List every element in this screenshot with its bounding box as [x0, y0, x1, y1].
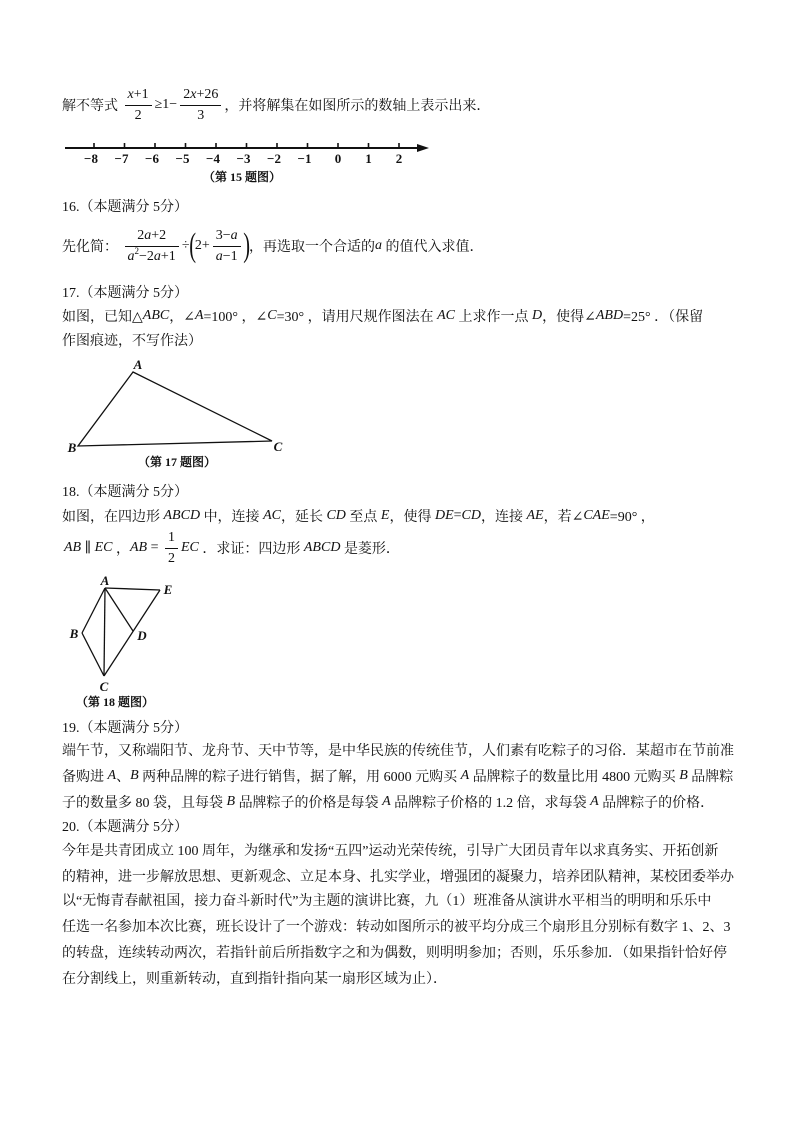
- fraction-numerator: [213, 227, 241, 247]
- math-variable: AB: [129, 540, 148, 555]
- vertex-label-a: A: [100, 573, 110, 588]
- text-run: ，延长: [280, 510, 327, 525]
- math-variable: B: [130, 768, 139, 783]
- text-run: 在分割线上，则重新转动，直到指针指向某一扇形区域为止）．: [62, 972, 447, 987]
- q19-text-line: [62, 792, 714, 812]
- fraction-numerator: [165, 529, 178, 549]
- math-variable: a: [144, 227, 152, 243]
- vertex-label-e: E: [163, 582, 173, 597]
- math-variable: AB: [64, 540, 82, 555]
- text-run: 至点: [345, 510, 381, 525]
- q17-text-line: [62, 306, 703, 326]
- text-run: 1: [167, 529, 175, 545]
- segment-ae: [105, 588, 160, 590]
- q20-text-line: [62, 866, 734, 886]
- fraction-numerator: [180, 86, 221, 106]
- tick-label: −6: [145, 151, 159, 166]
- question-header-20: 20.（本题满分 5分）: [62, 820, 188, 835]
- fraction: [165, 529, 178, 568]
- text-run: ，若∠: [543, 510, 584, 525]
- text-run: 解不等式: [62, 99, 122, 114]
- math-variable: A: [107, 768, 117, 783]
- math-variable: AC: [263, 508, 281, 523]
- text-run: 的转盘，连续转动两次，若指针前后所指数字之和为偶数，则明明参加；否则，乐乐参加．（如果指针恰好停: [62, 946, 727, 961]
- math-variable: DE: [434, 508, 454, 523]
- text-run: 3−: [215, 227, 231, 243]
- text-run: ，: [112, 542, 130, 557]
- tick-label: 0: [334, 151, 342, 166]
- math-variable: EC: [94, 540, 113, 555]
- text-run: +2: [151, 227, 167, 243]
- text-run: ，使得∠: [542, 310, 596, 325]
- text-run: 的值代入求值．: [381, 240, 484, 255]
- tick-label: −7: [114, 151, 129, 166]
- segment-ab: [82, 588, 105, 633]
- math-variable: CD: [326, 508, 346, 523]
- text-run: ，使得: [389, 510, 435, 525]
- math-variable: A: [194, 308, 204, 323]
- math-variable: x: [190, 86, 197, 102]
- fraction: [180, 86, 221, 125]
- fraction: [125, 227, 179, 266]
- vertex-label-b: B: [67, 440, 77, 455]
- text-run: 品牌粽子价格的 1.2 倍，求每袋: [390, 796, 591, 811]
- math-variable: EC: [180, 540, 199, 555]
- text-run: ，连接: [481, 510, 527, 525]
- number-line: [55, 134, 435, 168]
- text-run: 2: [137, 227, 145, 243]
- text-run: 作图痕迹，不写作法）: [62, 334, 202, 349]
- fraction-denominator: [180, 106, 221, 125]
- text-run: ，并将解集在如图所示的数轴上表示出来．: [224, 99, 491, 114]
- fraction-denominator: [125, 247, 179, 266]
- segment-bc: [82, 633, 104, 676]
- fraction-numerator: [125, 227, 179, 247]
- math-variable: a: [230, 227, 238, 243]
- text-run: 以“无悔青春献祖国，接力奋斗新时代”为主题的演讲比赛，九（1）班准备从演讲水平相当的明明和乐乐中: [62, 894, 712, 909]
- q18-text-line: [64, 526, 400, 570]
- text-run: +1: [133, 86, 149, 102]
- text-run: 2: [183, 86, 191, 102]
- superscript: 2: [134, 245, 139, 256]
- q16-expression-line: [62, 224, 483, 268]
- tick-label: 2: [395, 151, 403, 166]
- fraction: [213, 227, 241, 266]
- big-parenthesis: (: [188, 227, 196, 264]
- question-header-16: 16.（本题满分 5分）: [62, 200, 188, 215]
- text-run: 备购进: [62, 770, 108, 785]
- math-variable: A: [382, 794, 391, 809]
- math-variable: a: [215, 248, 223, 264]
- text-run: −1: [222, 248, 238, 264]
- math-variable: a: [374, 238, 382, 253]
- tick-label: −3: [236, 151, 251, 166]
- math-variable: C: [267, 308, 277, 323]
- math-variable: AE: [526, 508, 544, 523]
- math-variable: CD: [461, 508, 481, 523]
- fraction-denominator: [125, 106, 152, 125]
- q20-text-line: [62, 890, 711, 910]
- fraction: [125, 86, 152, 125]
- text-run: =25° ．（保留: [623, 310, 704, 325]
- q18-text-line: [62, 506, 655, 526]
- segment-ad: [105, 588, 133, 631]
- text-run: ≥1−: [154, 97, 178, 112]
- text-run: 中，连接: [200, 510, 264, 525]
- tick-label: −4: [206, 151, 220, 166]
- math-variable: a: [127, 248, 135, 264]
- question-header-17: 17.（本题满分 5分）: [62, 286, 188, 301]
- text-run: 2+: [194, 238, 210, 253]
- triangle-abc-figure: [60, 355, 290, 455]
- figure-caption-18: （第 18 题图）: [75, 695, 154, 709]
- vertex-label-a: A: [133, 357, 143, 372]
- math-variable: D: [532, 308, 543, 323]
- rhombus-abcd-figure: [62, 572, 177, 694]
- text-run: ．求证：四边形: [198, 542, 304, 557]
- q19-text-line: [62, 740, 734, 760]
- q19-text-line: [62, 766, 733, 786]
- text-run: 品牌粽子的价格是每袋: [235, 796, 383, 811]
- text-run: 两种品牌的粽子进行销售，据了解，用 6000 元购买: [138, 770, 461, 785]
- tick-label: −8: [84, 151, 98, 166]
- text-run: 端午节，又称端阳节、龙舟节、天中节等，是中华民族的传统佳节，人们素有吃粽子的习俗．某超市在节前准: [62, 744, 734, 759]
- math-variable: ABD: [595, 308, 624, 323]
- text-run: 上求作一点: [455, 310, 532, 325]
- q17-text-line: [62, 330, 202, 350]
- fraction-denominator: [165, 549, 178, 568]
- text-run: −2: [139, 248, 154, 264]
- tick-label: 1: [365, 151, 372, 166]
- q20-text-line: [62, 942, 727, 962]
- vertex-label-b: B: [69, 626, 79, 641]
- math-variable: B: [679, 768, 688, 783]
- q20-text-line: [62, 968, 447, 988]
- math-variable: AC: [437, 308, 455, 323]
- math-variable: CAE: [583, 508, 610, 523]
- math-variable: a: [153, 248, 161, 264]
- text-run: ，再选取一个合适的: [248, 240, 375, 255]
- text-run: 2: [134, 107, 142, 123]
- big-parenthesis: ): [242, 227, 250, 264]
- text-run: =100° ，∠: [203, 310, 268, 325]
- text-run: 的精神，进一步解放思想、更新观念、立足本身、扎实学业，增强团的凝聚力，培养团队精神，某校团委举办: [62, 870, 734, 885]
- math-variable: ABCD: [303, 540, 341, 555]
- tick-label: −2: [267, 151, 281, 166]
- text-run: 子的数量多 80 袋，且每袋: [62, 796, 227, 811]
- math-variable: A: [590, 794, 599, 809]
- q20-text-line: [62, 916, 731, 936]
- tick-label: −1: [297, 151, 312, 166]
- math-variable: x: [127, 86, 134, 102]
- fraction-numerator: [125, 86, 152, 106]
- math-variable: A: [460, 768, 470, 783]
- vertex-label-c: C: [273, 439, 283, 454]
- text-run: 今年是共青团成立 100 周年，为继承和发扬“五四”运动光荣传统，引导广大团员青年以求真务实、开拓创新: [62, 844, 719, 859]
- text-run: 如图，在四边形: [62, 510, 164, 525]
- fraction-denominator: [213, 247, 241, 266]
- segment-ac: [104, 588, 105, 676]
- math-variable: E: [380, 508, 390, 523]
- text-run: 品牌粽: [687, 770, 734, 785]
- math-variable: ABCD: [163, 508, 201, 523]
- vertex-label-d: D: [137, 628, 147, 643]
- q20-text-line: [62, 840, 718, 860]
- text-run: 品牌粽子的数量比用 4800 元购买: [469, 770, 680, 785]
- text-run: 任选一名参加本次比赛，班长设计了一个游戏：转动如图所示的被平均分成三个扇形且分别标有数字 1、2、3: [62, 920, 731, 935]
- text-run: 3: [197, 107, 205, 123]
- text-run: =: [147, 540, 162, 555]
- question-header-18: 18.（本题满分 5分）: [62, 485, 188, 500]
- text-run: =: [453, 508, 462, 523]
- math-variable: ABC: [142, 308, 170, 323]
- text-run: 是菱形．: [340, 542, 400, 557]
- figure-caption-17: （第 17 题图）: [137, 455, 216, 469]
- text-run: +1: [160, 248, 176, 264]
- text-run: ÷: [181, 238, 190, 253]
- text-run: 2: [167, 550, 175, 566]
- text-run: 、: [116, 770, 131, 785]
- tick-label: −5: [175, 151, 190, 166]
- text-run: 如图，已知△: [62, 310, 143, 325]
- vertex-label-c: C: [99, 679, 109, 694]
- text-run: 先化简：: [62, 240, 122, 255]
- number-line-arrow-icon: [417, 144, 429, 152]
- text-run: ∥: [81, 540, 95, 556]
- triangle-abc: [78, 372, 272, 446]
- text-run: =30° ，请用尺规作图法在: [276, 310, 438, 325]
- figure-caption-15: （第 15 题图）: [202, 170, 281, 184]
- math-variable: B: [226, 794, 236, 809]
- text-run: ，∠: [169, 310, 195, 325]
- text-run: +26: [196, 86, 219, 102]
- q15-inequality-line: [62, 83, 490, 127]
- text-run: 品牌粽子的价格．: [598, 796, 715, 811]
- question-header-19: 19.（本题满分 5分）: [62, 721, 188, 736]
- text-run: =90° ，: [609, 510, 655, 525]
- segment-ce: [104, 590, 160, 676]
